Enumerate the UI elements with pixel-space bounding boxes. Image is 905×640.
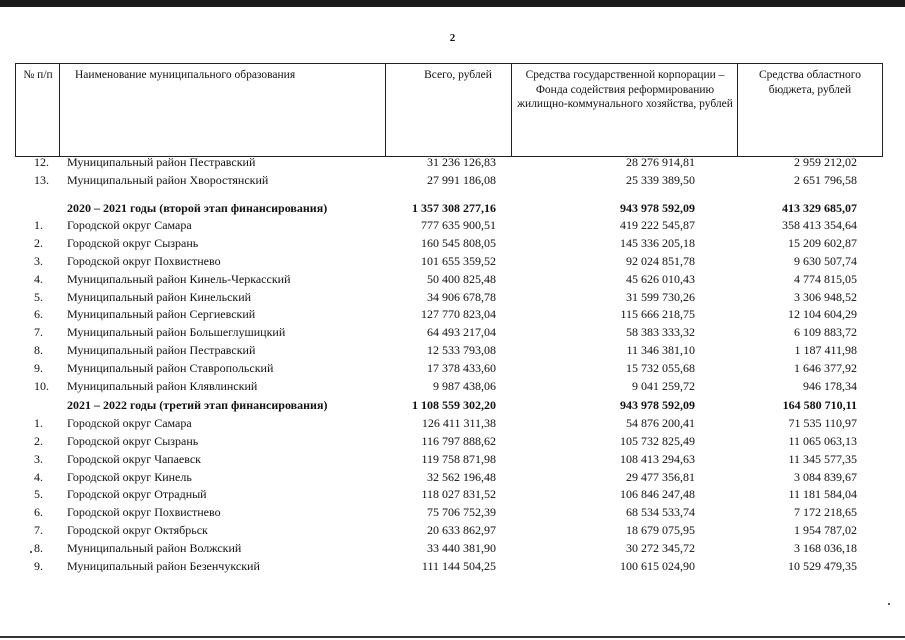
header-name: Наименование муниципального образования xyxy=(59,63,386,157)
total-amount: 64 493 217,04 xyxy=(427,325,496,340)
total-amount: 1 108 559 302,20 xyxy=(412,398,496,413)
total-amount: 9 987 438,06 xyxy=(433,378,496,393)
regional-amount: 1 187 411,98 xyxy=(794,342,857,357)
regional-amount: 2 651 796,58 xyxy=(794,172,857,187)
scan-speck xyxy=(30,551,32,553)
table-row xyxy=(0,469,905,487)
header-num: № п/п xyxy=(15,63,60,157)
fund-amount: 30 272 345,72 xyxy=(626,540,695,555)
regional-amount: 4 774 815,05 xyxy=(794,271,857,286)
regional-amount: 946 178,34 xyxy=(803,378,857,393)
table-row xyxy=(0,378,905,396)
total-amount: 160 545 808,05 xyxy=(421,236,496,251)
regional-amount: 11 065 063,13 xyxy=(788,433,857,448)
fund-amount: 11 346 381,10 xyxy=(626,342,695,357)
regional-amount: 15 209 602,87 xyxy=(788,236,857,251)
municipality-name: Городской округ Самара xyxy=(67,416,192,431)
regional-amount: 11 345 577,35 xyxy=(788,451,857,466)
fund-amount: 92 024 851,78 xyxy=(626,253,695,268)
total-amount: 101 655 359,52 xyxy=(421,253,496,268)
row-number: 9. xyxy=(34,558,43,573)
fund-amount: 45 626 010,43 xyxy=(626,271,695,286)
regional-amount: 413 329 685,07 xyxy=(782,200,857,215)
row-number: 12. xyxy=(34,155,49,169)
total-amount: 1 357 308 277,16 xyxy=(412,200,496,215)
total-amount: 20 633 862,97 xyxy=(427,522,496,537)
total-amount: 32 562 196,48 xyxy=(427,469,496,484)
fund-amount: 25 339 389,50 xyxy=(626,172,695,187)
row-number: 5. xyxy=(34,289,43,304)
regional-amount: 12 104 604,29 xyxy=(788,307,857,322)
fund-amount: 145 336 205,18 xyxy=(620,236,695,251)
fund-amount: 58 383 333,32 xyxy=(626,325,695,340)
municipality-name: Городской округ Чапаевск xyxy=(67,451,201,466)
table-body xyxy=(0,154,905,575)
fund-amount: 108 413 294,63 xyxy=(620,451,695,466)
fund-amount: 54 876 200,41 xyxy=(626,416,695,431)
row-number: 4. xyxy=(34,271,43,286)
table-row xyxy=(0,360,905,378)
table-row xyxy=(0,451,905,469)
municipality-name: Городской округ Самара xyxy=(67,218,192,233)
municipality-name: Муниципальный район Кинель-Черкасский xyxy=(67,271,291,286)
total-amount: 75 706 752,39 xyxy=(427,505,496,520)
municipality-name: Городской округ Кинель xyxy=(67,469,192,484)
total-amount: 116 797 888,62 xyxy=(421,433,496,448)
fund-amount: 105 732 825,49 xyxy=(620,433,695,448)
table-row xyxy=(0,558,905,576)
fund-amount: 9 041 259,72 xyxy=(632,378,695,393)
regional-amount: 71 535 110,97 xyxy=(788,416,857,431)
row-number: 8. xyxy=(34,540,43,555)
regional-amount: 1 646 377,92 xyxy=(794,360,857,375)
municipality-name: Муниципальный район Хворостянский xyxy=(67,172,269,187)
row-number: 5. xyxy=(34,487,43,502)
table-row xyxy=(0,306,905,324)
page-number: 2 xyxy=(449,32,456,44)
municipality-name: Городской округ Сызрань xyxy=(67,236,199,251)
header-fund: Средства государственной корпорации – Фонда содействия реформированию жилищно-коммунального хозяйства, рублей xyxy=(511,63,738,157)
regional-amount: 7 172 218,65 xyxy=(794,505,857,520)
row-number: 1. xyxy=(34,416,43,431)
row-number: 10. xyxy=(34,378,49,393)
total-amount: 127 770 823,04 xyxy=(421,307,496,322)
regional-amount: 3 306 948,52 xyxy=(794,289,857,304)
municipality-name: 2021 – 2022 годы (третий этап финансирования) xyxy=(67,398,328,413)
table-row xyxy=(0,154,905,172)
table-row xyxy=(0,324,905,342)
regional-amount: 10 529 479,35 xyxy=(788,558,857,573)
header-regional: Средства областного бюджета, рублей xyxy=(737,63,883,157)
municipality-name: Муниципальный район Большеглушицкий xyxy=(67,325,286,340)
header-total: Всего, рублей xyxy=(385,63,512,157)
total-amount: 33 440 381,90 xyxy=(427,540,496,555)
table-row xyxy=(0,235,905,253)
municipality-name: Муниципальный район Волжский xyxy=(67,540,242,555)
fund-amount: 28 276 914,81 xyxy=(626,155,695,169)
row-number: 13. xyxy=(34,172,49,187)
total-amount: 31 236 126,83 xyxy=(427,155,496,169)
scan-bottom-border xyxy=(0,636,905,638)
total-amount: 50 400 825,48 xyxy=(427,271,496,286)
total-amount: 17 378 433,60 xyxy=(427,360,496,375)
fund-amount: 943 978 592,09 xyxy=(620,398,695,413)
municipality-name: Муниципальный район Сергиевский xyxy=(67,307,256,322)
row-number: 1. xyxy=(34,218,43,233)
fund-amount: 18 679 075,95 xyxy=(626,522,695,537)
municipality-name: Муниципальный район Кинельский xyxy=(67,289,252,304)
regional-amount: 164 580 710,11 xyxy=(782,398,857,413)
total-amount: 27 991 186,08 xyxy=(427,172,496,187)
regional-amount: 9 630 507,74 xyxy=(794,253,857,268)
table-row xyxy=(0,486,905,504)
fund-amount: 419 222 545,87 xyxy=(620,218,695,233)
table-row xyxy=(0,289,905,307)
municipality-name: Городской округ Отрадный xyxy=(67,487,207,502)
municipality-name: Городской округ Сызрань xyxy=(67,433,199,448)
regional-amount: 3 168 036,18 xyxy=(794,540,857,555)
total-amount: 126 411 311,38 xyxy=(421,416,496,431)
municipality-name: Муниципальный район Пестравский xyxy=(67,342,256,357)
table-row xyxy=(0,522,905,540)
fund-amount: 31 599 730,26 xyxy=(626,289,695,304)
row-number: 6. xyxy=(34,307,43,322)
total-amount: 12 533 793,08 xyxy=(427,342,496,357)
regional-amount: 3 084 839,67 xyxy=(794,469,857,484)
table-row xyxy=(0,540,905,558)
municipality-name: Муниципальный район Ставропольский xyxy=(67,360,274,375)
regional-amount: 2 959 212,02 xyxy=(794,155,857,169)
row-number: 9. xyxy=(34,360,43,375)
municipality-name: Муниципальный район Безенчукский xyxy=(67,558,260,573)
municipality-name: Городской округ Похвистнево xyxy=(67,253,221,268)
total-amount: 111 144 504,25 xyxy=(421,558,496,573)
table-row xyxy=(0,342,905,360)
municipality-name: 2020 – 2021 годы (второй этап финансирования) xyxy=(67,200,328,215)
row-number: 8. xyxy=(34,342,43,357)
fund-amount: 68 534 533,74 xyxy=(626,505,695,520)
fund-amount: 943 978 592,09 xyxy=(620,200,695,215)
fund-amount: 115 666 218,75 xyxy=(620,307,695,322)
fund-amount: 15 732 055,68 xyxy=(626,360,695,375)
regional-amount: 1 954 787,02 xyxy=(794,522,857,537)
row-number: 7. xyxy=(34,325,43,340)
regional-amount: 11 181 584,04 xyxy=(788,487,857,502)
municipality-name: Городской округ Октябрьск xyxy=(67,522,208,537)
total-amount: 777 635 900,51 xyxy=(421,218,496,233)
municipality-name: Муниципальный район Клявлинский xyxy=(67,378,258,393)
municipality-name: Городской округ Похвистнево xyxy=(67,505,221,520)
scan-top-border xyxy=(0,0,905,7)
scan-speck xyxy=(888,603,890,605)
total-amount: 118 027 831,52 xyxy=(421,487,496,502)
regional-amount: 6 109 883,72 xyxy=(794,325,857,340)
table-row xyxy=(0,271,905,289)
municipality-name: Муниципальный район Пестравский xyxy=(67,155,256,169)
table-row xyxy=(0,172,905,190)
table-row xyxy=(0,504,905,522)
row-number: 4. xyxy=(34,469,43,484)
total-amount: 119 758 871,98 xyxy=(421,451,496,466)
stage-row xyxy=(0,397,905,415)
row-number: 3. xyxy=(34,451,43,466)
table-row xyxy=(0,433,905,451)
fund-amount: 100 615 024,90 xyxy=(620,558,695,573)
row-number: 2. xyxy=(34,433,43,448)
row-number: 6. xyxy=(34,505,43,520)
total-amount: 34 906 678,78 xyxy=(427,289,496,304)
row-number: 7. xyxy=(34,522,43,537)
table-row xyxy=(0,415,905,433)
regional-amount: 358 413 354,64 xyxy=(782,218,857,233)
row-number: 2. xyxy=(34,236,43,251)
row-number: 3. xyxy=(34,253,43,268)
fund-amount: 29 477 356,81 xyxy=(626,469,695,484)
fund-amount: 106 846 247,48 xyxy=(620,487,695,502)
table-row xyxy=(0,253,905,271)
stage-row xyxy=(0,200,905,218)
table-row xyxy=(0,217,905,235)
